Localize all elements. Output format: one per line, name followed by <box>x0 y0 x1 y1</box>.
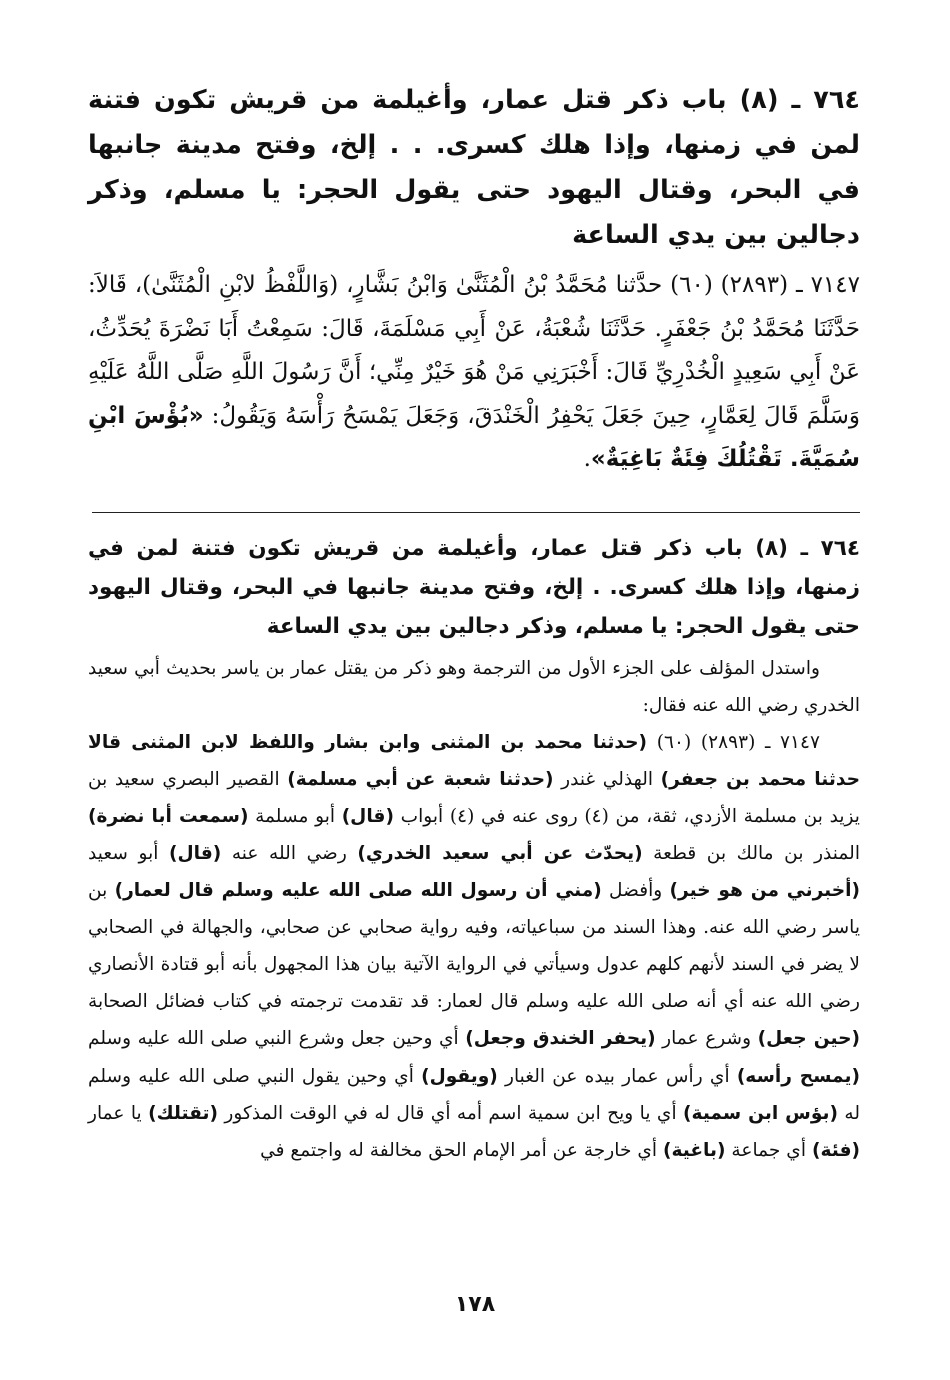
commentary-text: الهذلي غندر <box>553 768 661 790</box>
commentary-quoted-text: (قال) <box>341 805 394 827</box>
commentary-text: بن ياسر رضي الله عنه. وهذا السند من سباعياته، وفيه رواية صحابي عن صحابي، والجهالة في الصحابي لا يضر في السند لأنهم كلهم عدول وسيأتي في الرواية الآتية بيان هذا المجهول بأنه أبو قتادة الأنصاري رضي الله عنه أي أنه صلى الله عليه وسلم قال لعمار: قد تقدمت ترجمته في كتاب فضائل الصحابة <box>88 880 860 1013</box>
commentary-text: أي رأس عمار بيده عن الغبار <box>497 1065 737 1087</box>
commentary-text: وشرع عمار <box>655 1028 758 1050</box>
commentary-text: وأفضل <box>601 880 670 902</box>
commentary-quoted-text: (يمسح رأسه) <box>736 1065 860 1087</box>
commentary-text: أي جماعة <box>725 1139 812 1161</box>
commentary-quoted-text: (فئة) <box>811 1139 860 1161</box>
page-body <box>88 78 860 1169</box>
commentary-text: أبو مسلمة <box>248 805 342 827</box>
commentary <box>88 650 860 1169</box>
commentary-body <box>88 724 860 1169</box>
commentary-quoted-text: (مني أن رسول الله صلى الله عليه وسلم قال لعمار) <box>114 880 602 902</box>
commentary-quoted-text: (يحفر الخندق وجعل) <box>465 1028 656 1050</box>
commentary-intro: واستدل المؤلف على الجزء الأول من الترجمة وهو ذكر من يقتل عمار بن ياسر بحديث أبي سعيد الخدري رضي الله عنه فقال: <box>88 657 860 716</box>
commentary-quoted-text: (سمعت أبا نضرة) <box>88 805 249 827</box>
commentary-quoted-text: (قال) <box>168 842 222 864</box>
commentary-quoted-text: (بؤس ابن سمية) <box>683 1102 838 1124</box>
chapter-title-main: ٧٦٤ ـ (٨) باب ذكر قتل عمار، وأغيلمة من قريش تكون فتنة لمن في زمنها، وإذا هلك كسرى. . . إلخ، وفتح مدينة جانبها في البحر، وقتال اليهود حتى يقول الحجر: يا مسلم، وذكر دجالين بين يدي الساعة <box>88 85 860 250</box>
commentary-text: المنذر بن مالك بن قطعة <box>642 842 860 864</box>
commentary-quoted-text: (حين جعل) <box>757 1028 860 1050</box>
commentary-quoted-text: (حدثنا شعبة عن أبي مسلمة) <box>287 768 554 790</box>
commentary-quoted-text: (حدثنا محمد بن المثنى وابن بشار واللفظ لابن المثنى قالا حدثنا محمد بن جعفر) <box>88 731 860 790</box>
commentary-text: ٧١٤٧ ـ (٢٨٩٣) (٦٠) <box>647 731 820 753</box>
hadith-quote: «بُؤْسَ ابْنِ سُمَيَّةَ. تَقْتُلُكَ فِئَةٌ بَاغِيَةٌ» <box>88 402 860 472</box>
commentary-text: أي خارجة عن أمر الإمام الحق مخالفة له واجتمع في <box>260 1139 663 1161</box>
commentary-text: أي يا ويح ابن سمية اسم أمه أي قال له في الوقت المذكور <box>217 1102 684 1124</box>
commentary-quoted-text: (تقتلك) <box>148 1102 218 1124</box>
separator-rule <box>92 512 860 513</box>
commentary-text: أي وحين يقول النبي صلى الله عليه وسلم له <box>88 1065 860 1124</box>
commentary-text: يا عمار <box>88 1102 149 1124</box>
hadith-text <box>88 264 860 482</box>
page-number: ١٧٨ <box>454 1292 496 1317</box>
commentary-text: أبو سعيد <box>88 842 169 864</box>
hadith-end: . <box>583 446 591 472</box>
hadith-body: ٧١٤٧ ـ (٢٨٩٣) (٦٠) حدَّثنا مُحَمَّدُ بْنُ الْمُثَنَّىٰ وَابْنُ بَشَّارٍ، (وَاللَّفْظُ لابْنِ الْمُثَنَّىٰ)، قَالاَ: حَدَّثَنَا مُحَمَّدُ بْنُ جَعْفَرٍ. حَدَّثَنَا شُعْبَةُ، عَنْ أَبِي مَسْلَمَةَ، قَالَ: سَمِعْتُ أَبَا نَضْرَةَ يُحَدِّثُ، عَنْ أَبِي سَعِيدٍ الْخُدْرِيِّ قَالَ: أَخْبَرَنِي مَنْ هُوَ خَيْرٌ مِنِّي؛ أَنَّ رَسُولَ اللَّهِ صَلَّى اللَّهُ عَلَيْهِ وَسَلَّمَ قَالَ لِعَمَّارٍ، حِينَ جَعَلَ يَحْفِرُ الْخَنْدَقَ، وَجَعَلَ يَمْسَحُ رَأْسَهُ وَيَقُولُ: <box>88 272 860 429</box>
commentary-quoted-text: (باغية) <box>662 1139 726 1161</box>
commentary-text: القصير البصري سعيد بن يزيد بن مسلمة الأزدي، ثقة، من (٤) روى عنه في (٤) أبواب <box>88 768 860 827</box>
commentary-quoted-text: (أخبرني من هو خير) <box>669 880 861 902</box>
commentary-text: أي وحين جعل وشرع النبي صلى الله عليه وسلم <box>88 1028 466 1050</box>
commentary-quoted-text: (يحدّث عن أبي سعيد الخدري) <box>357 842 643 864</box>
commentary-text: رضي الله عنه <box>221 842 358 864</box>
chapter-title-commentary: ٧٦٤ ـ (٨) باب ذكر قتل عمار، وأغيلمة من قريش تكون فتنة لمن في زمنها، وإذا هلك كسرى. . إلخ، وفتح مدينة جانبها في البحر، وقتال اليهود حتى يقول الحجر: يا مسلم، وذكر دجالين بين يدي الساعة <box>88 535 860 639</box>
commentary-quoted-text: (ويقول) <box>421 1065 498 1087</box>
